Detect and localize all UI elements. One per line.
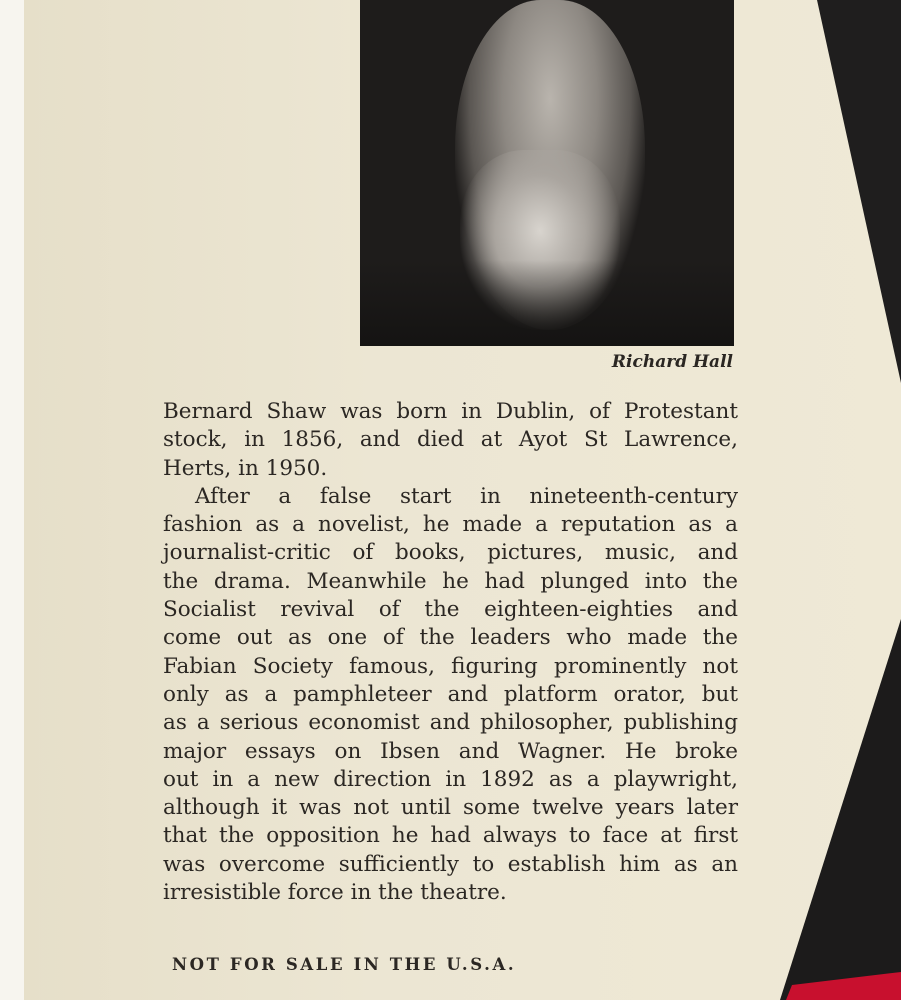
author-portrait: [360, 0, 734, 346]
paragraph: [163, 398, 738, 483]
text-line: as a serious economist and philosopher, publishing: [163, 710, 738, 736]
text-line: although it was not until some twelve years later: [163, 795, 738, 821]
photo-credit: Richard Hall: [611, 352, 733, 372]
text-line: only as a pamphleteer and platform orator, but: [163, 681, 738, 707]
portrait-coat: [360, 260, 734, 346]
paragraph: [163, 483, 738, 907]
text-line: major essays on Ibsen and Wagner. He broke: [163, 738, 738, 764]
text-line: out in a new direction in 1892 as a playwright,: [163, 766, 738, 792]
upper-black-shape: [817, 0, 901, 383]
text-line: the drama. Meanwhile he had plunged into the: [163, 568, 738, 594]
text-line: fashion as a novelist, he made a reputation as a: [163, 512, 738, 538]
text-line: irresistible force in the theatre.: [163, 880, 507, 906]
text-line: After a false start in nineteenth-century: [195, 483, 738, 509]
biography-text: [163, 398, 738, 907]
text-line: Bernard Shaw was born in Dublin, of Protestant: [163, 399, 738, 424]
lower-black-shape: [780, 619, 901, 1000]
text-line: stock, in 1856, and died at Ayot St Lawrence,: [163, 427, 738, 453]
text-line: was overcome sufficiently to establish him as an: [163, 851, 738, 877]
text-line: Fabian Society famous, figuring prominently not: [163, 653, 738, 679]
text-line: that the opposition he had always to face at first: [163, 823, 738, 849]
text-line: come out as one of the leaders who made the: [163, 625, 738, 651]
text-line: journalist-critic of books, pictures, music, and: [163, 540, 738, 566]
text-line: Herts, in 1950.: [163, 455, 328, 481]
text-line: Socialist revival of the eighteen-eighties and: [163, 597, 738, 623]
sale-restriction-notice: NOT FOR SALE IN THE U.S.A.: [172, 955, 517, 974]
